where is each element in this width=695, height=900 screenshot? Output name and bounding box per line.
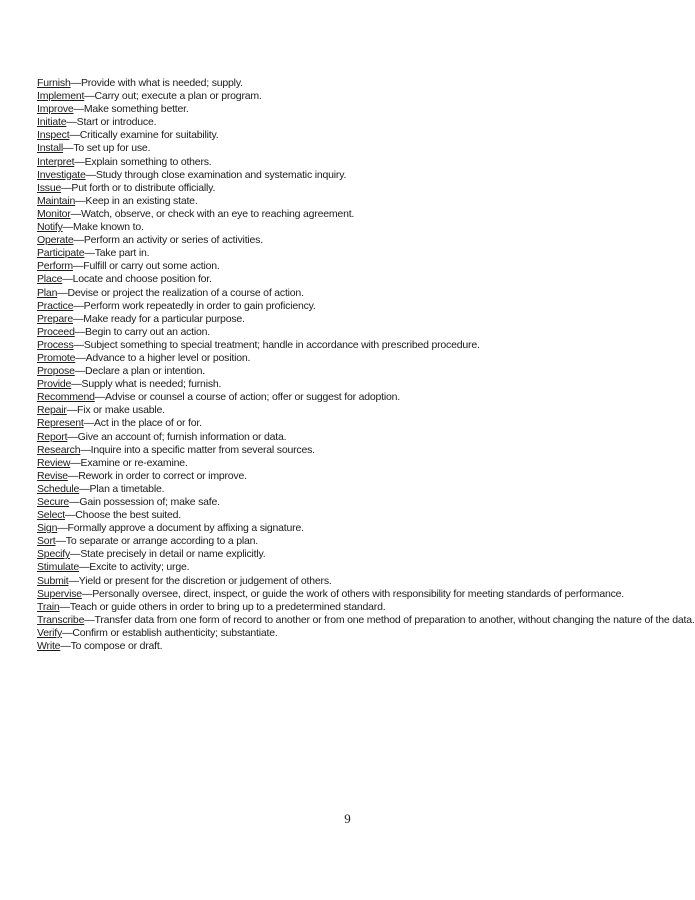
definition-text: Make known to.: [72, 221, 144, 234]
definition-entry: [37, 483, 675, 496]
term-text: Practice: [37, 299, 74, 312]
definition-entry: [37, 195, 675, 208]
definition-text: Yield or present for the discretion or judgement of others.: [78, 574, 332, 587]
em-dash: —: [66, 116, 77, 129]
definition-entry: [37, 300, 675, 313]
definition-text: Supply what is needed; furnish.: [81, 378, 222, 391]
term-text: Review: [37, 456, 71, 469]
em-dash: —: [64, 509, 76, 522]
definition-text: Declare a plan or intention.: [85, 365, 205, 378]
definition-text: Provide with what is needed; supply.: [80, 77, 243, 89]
term-text: Implement: [37, 90, 85, 103]
term-text: Initiate: [37, 116, 67, 129]
em-dash: —: [79, 482, 90, 495]
term-text: Improve: [37, 103, 74, 116]
term-text: Promote: [37, 351, 76, 364]
em-dash: —: [59, 600, 70, 613]
definition-entry: [37, 90, 675, 103]
term-text: Train: [37, 600, 60, 613]
term-text: Plan: [37, 286, 58, 299]
definition-text: To set up for use.: [73, 142, 151, 155]
definition-text: Keep in an existing state.: [85, 194, 198, 207]
definition-entry: [37, 156, 675, 169]
term-text: Repair: [37, 404, 67, 417]
term-text: Recommend: [37, 391, 95, 404]
em-dash: —: [84, 90, 95, 103]
em-dash: —: [83, 417, 94, 430]
definition-text: Watch, observe, or check with an eye to reaching agreement.: [80, 207, 355, 220]
term-text: Supervise: [37, 587, 82, 600]
em-dash: —: [63, 142, 74, 155]
em-dash: —: [57, 286, 68, 299]
em-dash: —: [68, 574, 79, 587]
em-dash: —: [62, 221, 73, 234]
em-dash: —: [71, 378, 82, 391]
em-dash: —: [73, 338, 84, 351]
em-dash: —: [81, 587, 93, 600]
definition-text: Devise or project the realization of a course of action.: [67, 286, 304, 299]
em-dash: —: [75, 194, 86, 207]
definition-entry: [37, 535, 675, 548]
term-text: Represent: [37, 417, 84, 430]
definition-entry: [37, 404, 675, 417]
em-dash: —: [67, 430, 78, 443]
definition-text: Inquire into a specific matter from several sources.: [90, 443, 315, 456]
em-dash: —: [72, 312, 84, 325]
definition-text: Fulfill or carry out some action.: [83, 260, 220, 273]
definition-entry: [37, 588, 675, 601]
term-text: Perform: [37, 260, 73, 273]
em-dash: —: [62, 626, 73, 639]
definition-text: To separate or arrange according to a plan.: [65, 535, 258, 548]
definition-text: Transfer data from one form of record to another or from one method of preparation to another, without changing the nature of the data.: [94, 613, 695, 626]
definition-entry: [37, 169, 675, 182]
definition-entry: [37, 601, 675, 614]
term-text: Write: [37, 640, 61, 653]
term-text: Stimulate: [37, 561, 79, 574]
em-dash: —: [84, 247, 95, 260]
definition-entry: [37, 391, 675, 404]
definition-text: Plan a timetable.: [89, 482, 165, 495]
definition-text: Formally approve a document by affixing a signature.: [67, 522, 304, 535]
term-text: Inspect: [37, 129, 70, 142]
em-dash: —: [73, 234, 84, 247]
term-text: Interpret: [37, 155, 75, 168]
em-dash: —: [69, 496, 80, 508]
definition-text: Take part in.: [94, 247, 150, 260]
definition-entry: [37, 182, 675, 195]
definition-text: Perform an activity or series of activities.: [83, 234, 263, 247]
definition-entry: [37, 129, 675, 142]
em-dash: —: [75, 351, 86, 364]
definition-text: Begin to carry out an action.: [85, 325, 210, 338]
definition-text: Examine or re-examine.: [80, 456, 188, 469]
definition-entry: [37, 444, 675, 457]
term-text: Prepare: [37, 312, 73, 325]
em-dash: —: [73, 103, 84, 116]
definition-entry: [37, 496, 675, 509]
term-text: Revise: [37, 469, 68, 482]
term-text: Sort: [37, 535, 56, 548]
term-text: Investigate: [37, 168, 86, 181]
em-dash: —: [70, 207, 81, 220]
definition-text: Teach or guide others in order to bring up to a predetermined standard.: [69, 600, 386, 613]
em-dash: —: [80, 443, 91, 456]
term-text: Report: [37, 430, 68, 443]
definition-entry: [37, 103, 675, 116]
term-text: Submit: [37, 574, 69, 587]
definition-text: Critically examine for suitability.: [79, 129, 219, 142]
definition-entry: [37, 260, 675, 273]
definition-text: Excite to activity; urge.: [89, 561, 190, 574]
definition-text: Perform work repeatedly in order to gain proficiency.: [83, 299, 316, 312]
definition-entry: [37, 640, 675, 653]
definition-entry: [37, 208, 675, 221]
em-dash: —: [94, 391, 106, 404]
page-number: 9: [344, 811, 351, 826]
definition-entry: [37, 313, 675, 326]
em-dash: —: [74, 155, 85, 168]
em-dash: —: [73, 299, 84, 312]
em-dash: —: [62, 273, 73, 286]
term-text: Monitor: [37, 207, 71, 220]
definition-text: Give an account of; furnish information or data.: [77, 430, 287, 443]
definition-text: Make something better.: [83, 103, 189, 116]
term-text: Process: [37, 338, 74, 351]
term-text: Sign: [37, 522, 58, 535]
em-dash: —: [66, 404, 78, 417]
term-text: Propose: [37, 365, 75, 378]
definition-text: Start or introduce.: [76, 116, 157, 129]
definition-text: Carry out; execute a plan or program.: [94, 90, 262, 103]
definition-text: Act in the place of or for.: [93, 417, 202, 430]
term-text: Install: [37, 142, 64, 155]
term-text: Furnish: [37, 77, 71, 89]
em-dash: —: [69, 129, 80, 142]
definition-text: Put forth or to distribute officially.: [71, 181, 216, 194]
definition-text: Make ready for a particular purpose.: [83, 312, 245, 325]
definition-text: Study through close examination and systematic inquiry.: [95, 168, 347, 181]
em-dash: —: [70, 456, 81, 469]
em-dash: —: [72, 260, 84, 273]
definition-entry: [37, 378, 675, 391]
em-dash: —: [78, 561, 90, 574]
term-text: Proceed: [37, 325, 75, 338]
definition-entry: [37, 575, 675, 588]
em-dash: —: [85, 168, 96, 181]
term-text: Transcribe: [37, 613, 85, 626]
term-text: Verify: [37, 626, 63, 639]
term-text: Specify: [37, 548, 71, 561]
em-dash: —: [57, 522, 68, 535]
definition-entry: [37, 561, 675, 574]
definition-entry: [37, 339, 675, 352]
definition-text: Gain possession of; make safe.: [79, 496, 220, 508]
definition-entry: [37, 417, 675, 430]
definition-entry: [37, 116, 675, 129]
definition-text: Fix or make usable.: [77, 404, 165, 417]
definition-entry: [37, 509, 675, 522]
definition-entry: [37, 273, 675, 286]
definition-text: Confirm or establish authenticity; substantiate.: [72, 626, 278, 639]
definition-text: Choose the best suited.: [75, 509, 182, 522]
definition-text: To compose or draft.: [70, 640, 163, 653]
definition-entry: [37, 365, 675, 378]
term-text: Schedule: [37, 482, 80, 495]
definition-entry: [37, 221, 675, 234]
term-text: Maintain: [37, 194, 76, 207]
em-dash: —: [61, 181, 72, 194]
definitions-list: [37, 77, 695, 653]
definition-entry: [37, 142, 675, 155]
definition-entry: [37, 77, 675, 90]
definition-entry: [37, 457, 675, 470]
definition-text: Locate and choose position for.: [72, 273, 212, 286]
em-dash: —: [70, 548, 81, 561]
term-text: Secure: [37, 496, 70, 508]
definition-text: Personally oversee, direct, inspect, or guide the work of others with responsibility for meeting standards of performance.: [92, 587, 625, 600]
term-text: Issue: [37, 181, 62, 194]
definition-entry: [37, 247, 675, 260]
term-text: Place: [37, 273, 63, 286]
definition-entry: [37, 548, 675, 561]
definition-text: State precisely in detail or name explicitly.: [80, 548, 266, 561]
definition-entry: [37, 287, 675, 300]
definition-entry: [37, 431, 675, 444]
em-dash: —: [84, 613, 95, 626]
definition-text: Advise or counsel a course of action; offer or suggest for adoption.: [105, 391, 401, 404]
definition-text: Explain something to others.: [84, 155, 212, 168]
definition-entry: [37, 326, 675, 339]
em-dash: —: [60, 640, 71, 653]
term-text: Select: [37, 509, 65, 522]
em-dash: —: [74, 365, 86, 378]
definition-entry: [37, 613, 695, 627]
term-text: Participate: [37, 247, 85, 260]
definition-entry: [37, 234, 675, 247]
em-dash: —: [67, 469, 79, 482]
term-text: Operate: [37, 234, 74, 247]
definition-entry: [37, 522, 675, 535]
definition-text: Rework in order to correct or improve.: [78, 469, 247, 482]
definition-entry: [37, 352, 675, 365]
definition-text: Subject something to special treatment; handle in accordance with prescribed procedure.: [83, 338, 480, 351]
definition-entry: [37, 470, 675, 483]
em-dash: —: [70, 77, 81, 89]
definition-text: Advance to a higher level or position.: [85, 351, 251, 364]
em-dash: —: [55, 535, 66, 548]
term-text: Notify: [37, 221, 63, 234]
term-text: Research: [37, 443, 81, 456]
definition-entry: [37, 627, 675, 640]
em-dash: —: [74, 325, 86, 338]
term-text: Provide: [37, 378, 72, 391]
